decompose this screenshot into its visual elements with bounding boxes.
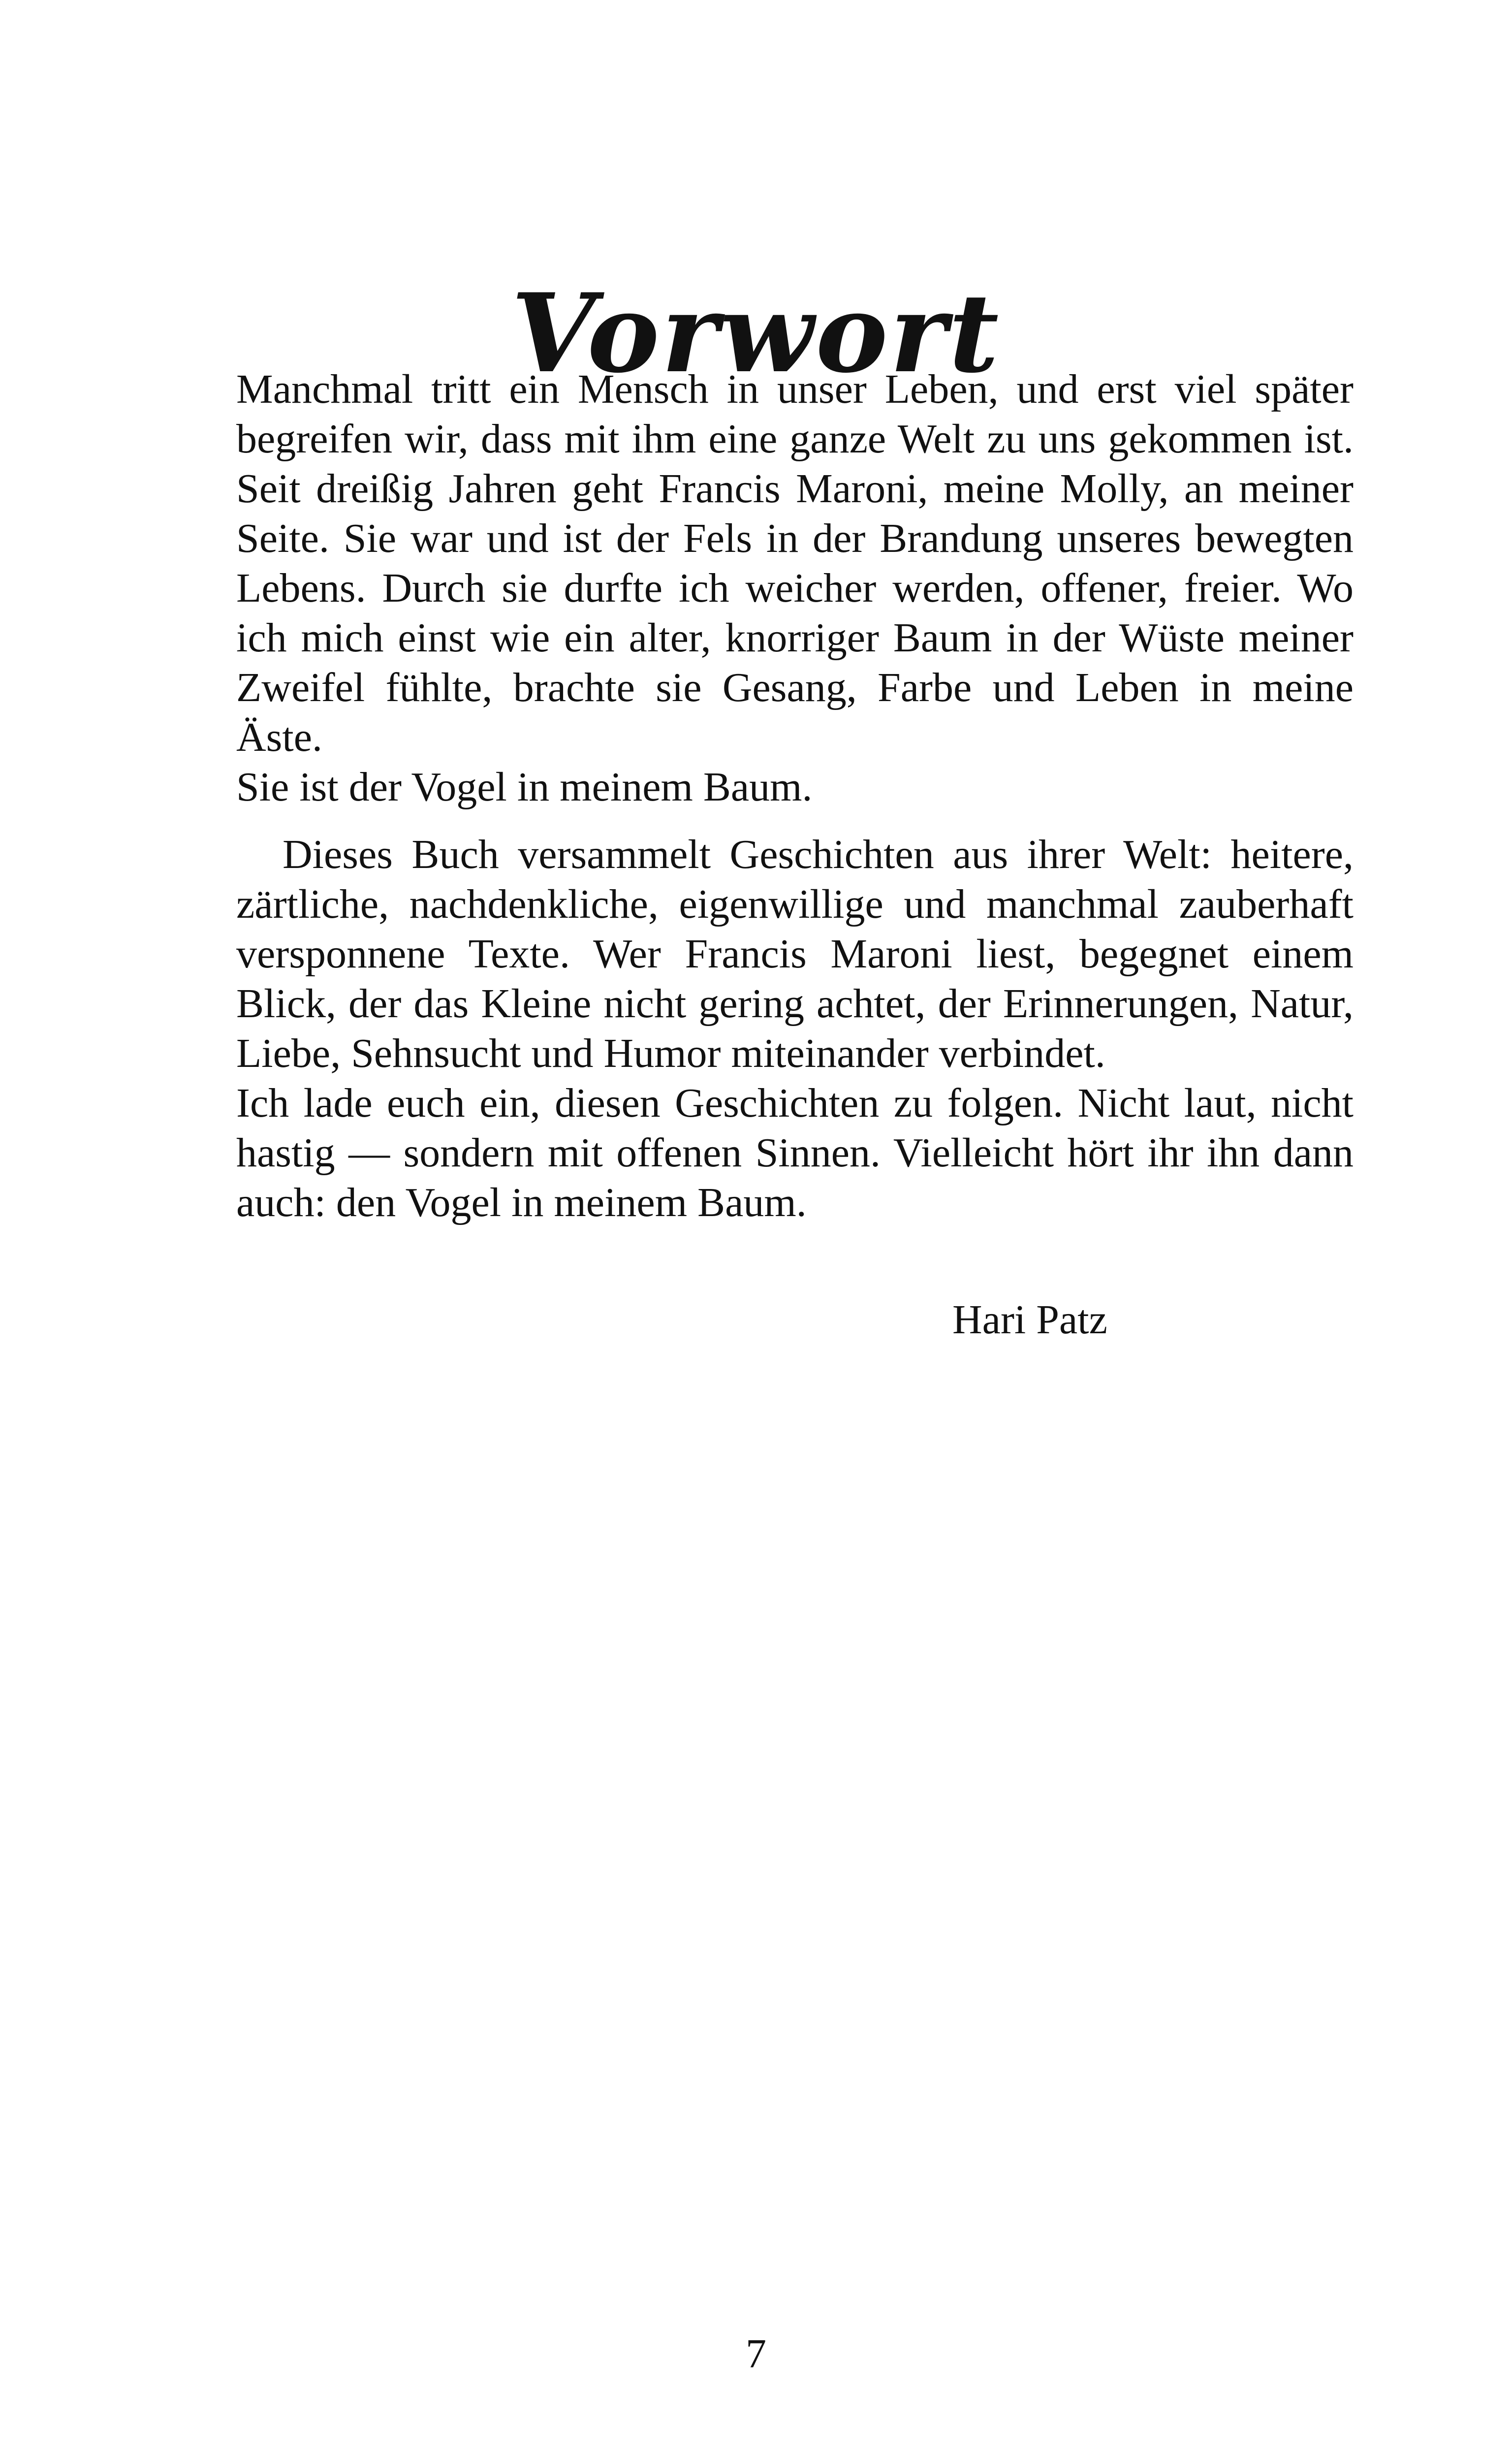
author-signature: Hari Patz (952, 1297, 1107, 1343)
foreword-body (236, 364, 1354, 1227)
paragraph-1-closing-line: Sie ist der Vogel in meinem Baum. (236, 764, 813, 810)
page-number: 7 (746, 2331, 766, 2377)
paragraph-1-text: Manchmal tritt ein Mensch in unser Leben, und erst viel später begreifen wir, dass mit ihm eine ganze Welt zu uns gekommen ist. Seit dreißig Jahren geht Francis Maroni, meine Molly, an meiner Seite. Sie war und ist der Fels in der Brandung unseres bewegten Lebens. Durch sie durfte ich weicher werden, offener, freier. Wo ich mich einst wie ein alter, knorriger Baum in der Wüste meiner Zweifel fühlte, brachte sie Gesang, Farbe und Leben in meine Äste. (236, 366, 1354, 760)
paragraph-2-closing-text: Ich lade euch ein, diesen Geschichten zu folgen. Nicht laut, nicht hastig — sondern mit offenen Sinnen. Vielleicht hört ihr ihn dann auch: den Vogel in meinem Baum. (236, 1080, 1354, 1225)
paragraph-1 (236, 364, 1354, 812)
page-title: Vorwort (511, 269, 1001, 397)
paragraph-2 (236, 830, 1354, 1227)
paragraph-2-text: Dieses Buch versammelt Geschichten aus ihrer Welt: heitere, zärtliche, nachdenkliche, eigenwillige und manchmal zauberhaft versponnene Texte. Wer Francis Maroni liest, begegnet einem Blick, der das Kleine nicht gering achtet, der Erinnerungen, Natur, Liebe, Sehnsucht und Humor miteinander verbindet. (236, 832, 1354, 1076)
